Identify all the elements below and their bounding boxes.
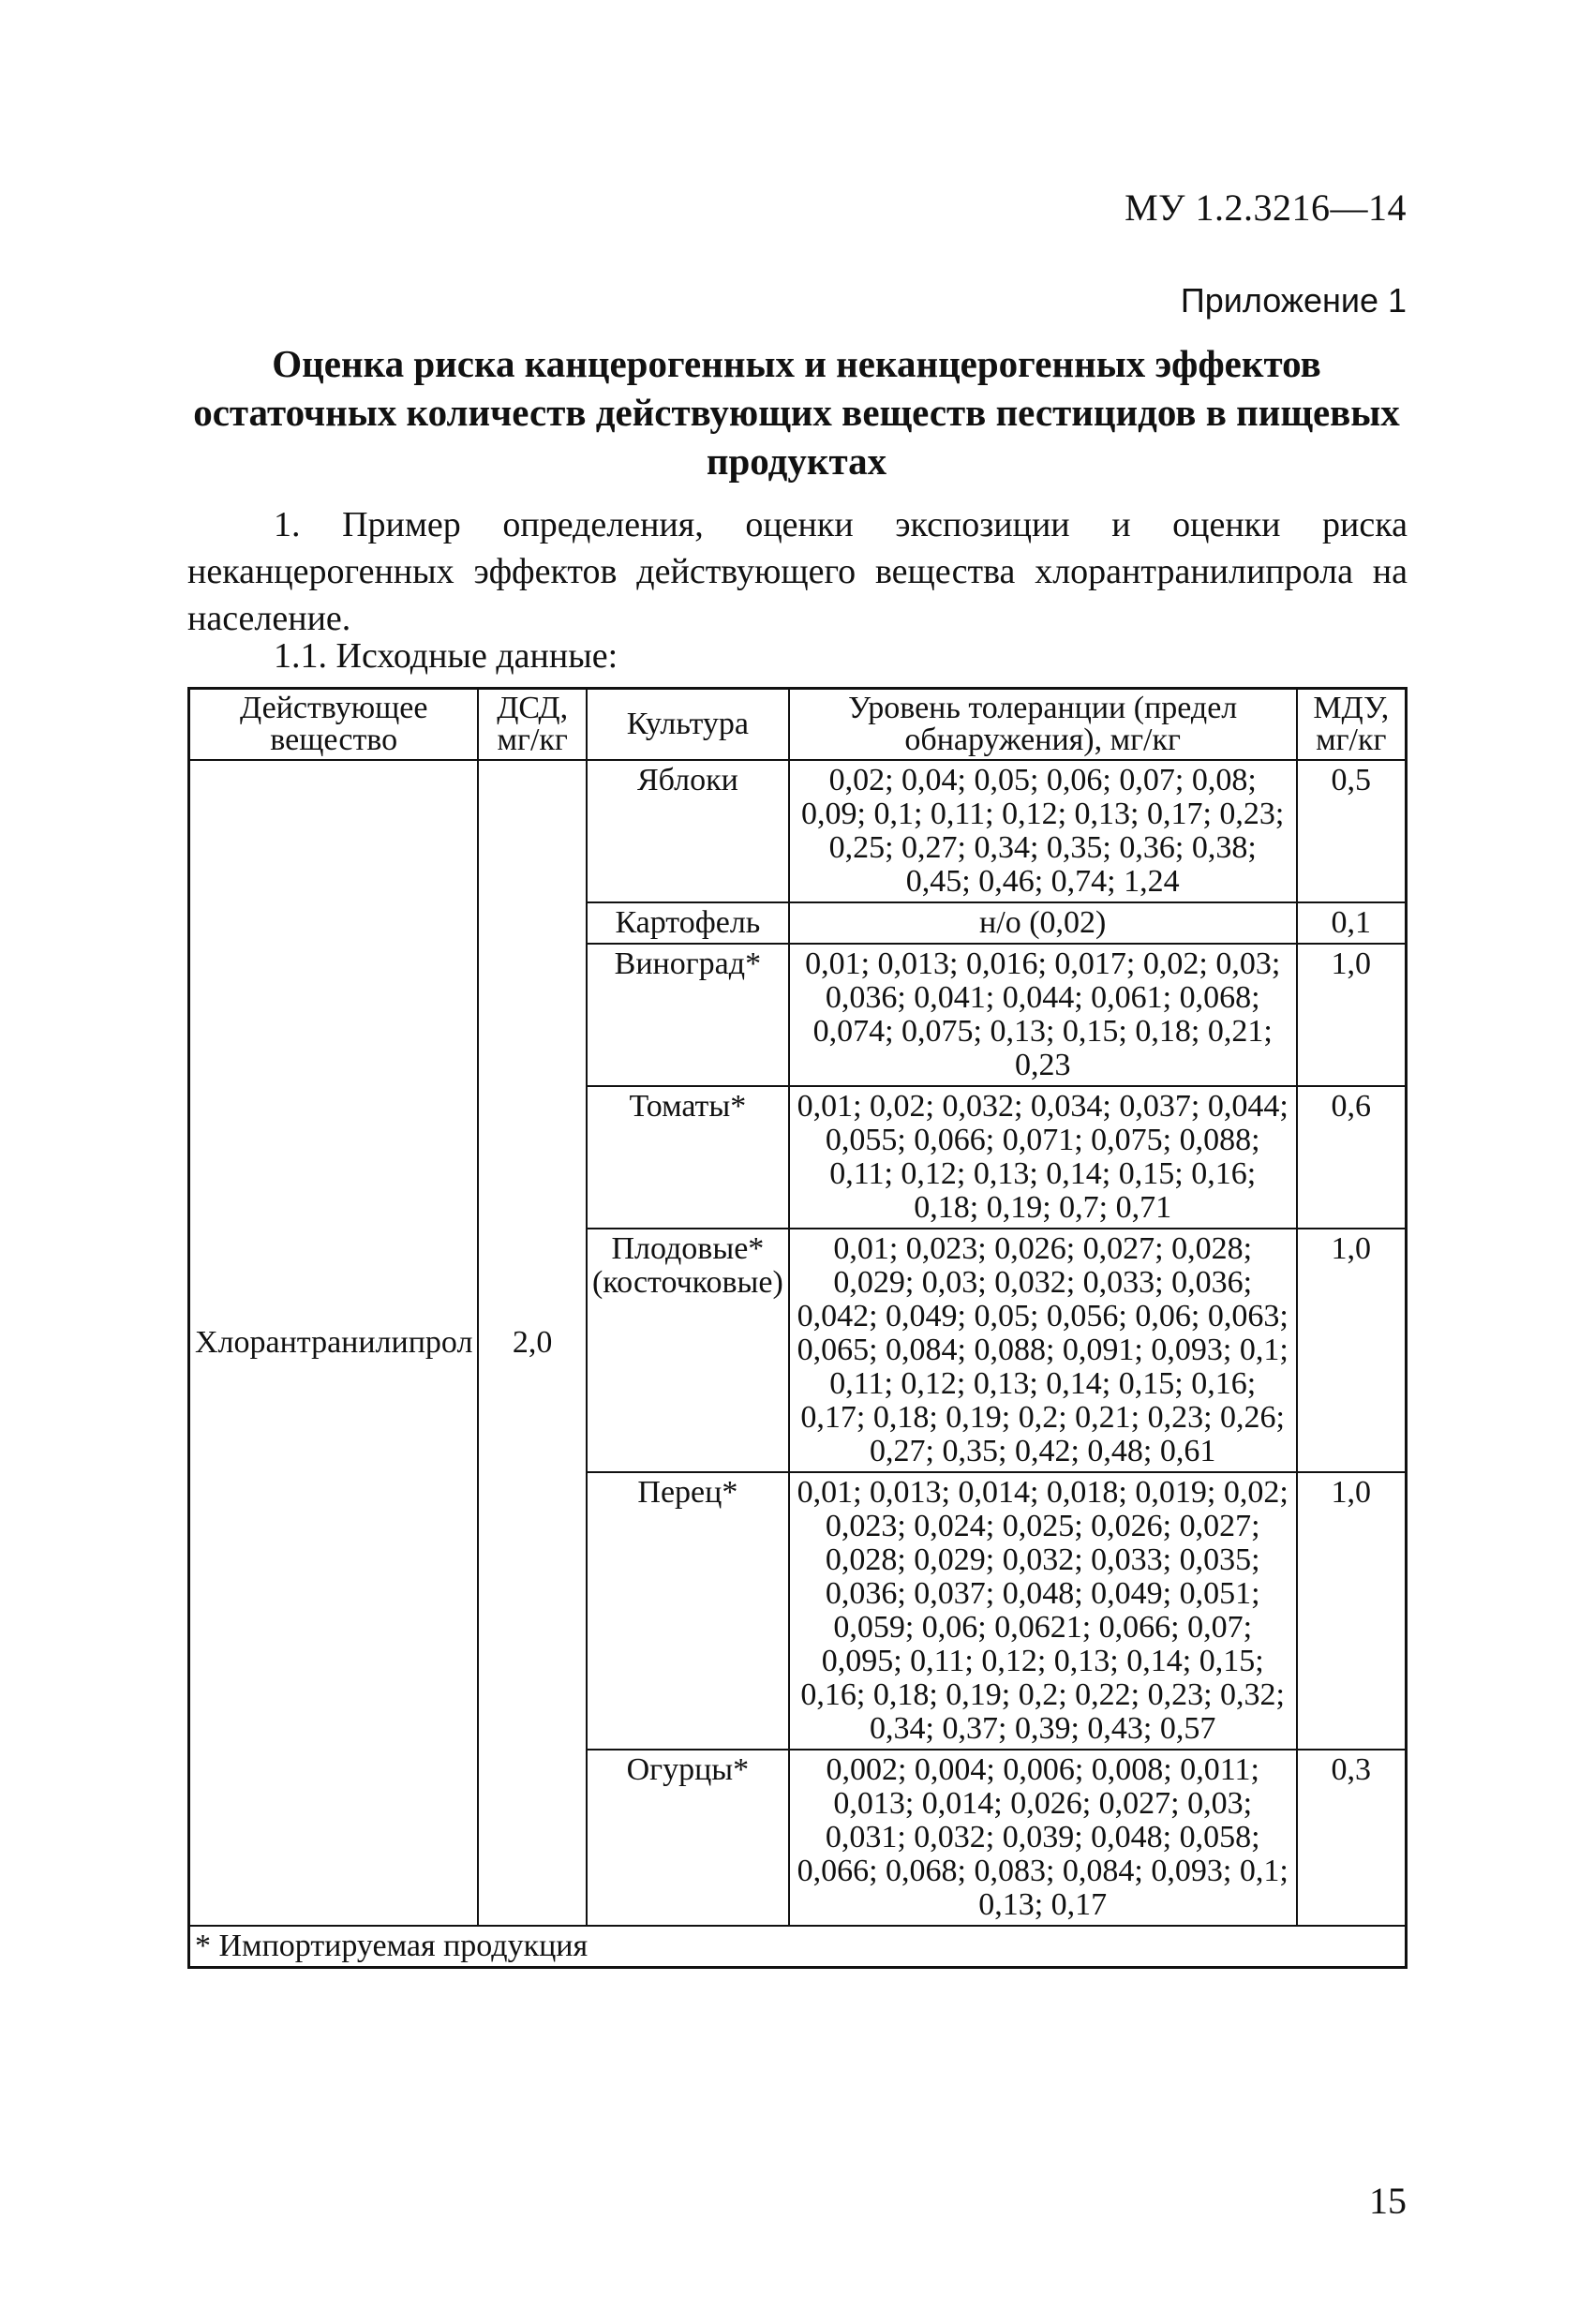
- header-crop: Культура: [587, 689, 789, 761]
- crop-cell: Томаты*: [587, 1086, 789, 1229]
- table-body: [189, 760, 1407, 1968]
- crop-cell: Виноград*: [587, 944, 789, 1086]
- level-cell: 0,01; 0,013; 0,014; 0,018; 0,019; 0,02; 0,023; 0,024; 0,025; 0,026; 0,027; 0,028; 0,029; 0,032; 0,033; 0,035; 0,036; 0,037; 0,048; 0,049; 0,051; 0,059; 0,06; 0,0621; 0,066; 0,07; 0,095; 0,11; 0,12; 0,13; 0,14; 0,15; 0,16; 0,18; 0,19; 0,2; 0,22; 0,23; 0,32; 0,34; 0,37; 0,39; 0,43; 0,57: [789, 1472, 1297, 1750]
- crop-cell: Плодовые* (косточковые): [587, 1229, 789, 1472]
- mrl-cell: 1,0: [1297, 944, 1407, 1086]
- mrl-cell: 0,6: [1297, 1086, 1407, 1229]
- crop-cell: Картофель: [587, 902, 789, 944]
- level-cell: 0,01; 0,02; 0,032; 0,034; 0,037; 0,044; 0,055; 0,066; 0,071; 0,075; 0,088; 0,11; 0,12; 0,13; 0,14; 0,15; 0,16; 0,18; 0,19; 0,7; 0,71: [789, 1086, 1297, 1229]
- footnote: * Импортируемая продукция: [189, 1926, 1407, 1968]
- level-cell: 0,01; 0,023; 0,026; 0,027; 0,028; 0,029; 0,03; 0,032; 0,033; 0,036; 0,042; 0,049; 0,05; 0,056; 0,06; 0,063; 0,065; 0,084; 0,088; 0,091; 0,093; 0,1; 0,11; 0,12; 0,13; 0,14; 0,15; 0,16; 0,17; 0,18; 0,19; 0,2; 0,21; 0,23; 0,26; 0,27; 0,35; 0,42; 0,48; 0,61: [789, 1229, 1297, 1472]
- subheading: 1.1. Исходные данные:: [274, 636, 618, 676]
- header-substance: Действующее вещество: [189, 689, 479, 761]
- header-mrl: МДУ, мг/кг: [1297, 689, 1407, 761]
- table-row: [189, 760, 1407, 902]
- substance-cell: Хлорантранилипрол: [189, 760, 479, 1926]
- document-code: МУ 1.2.3216—14: [1125, 186, 1407, 229]
- intro-paragraph: 1. Пример определения, оценки экспозиции и оценки риска неканцерогенных эффектов действующего вещества хлорантранилипрола на население.: [187, 505, 1408, 638]
- mrl-cell: 0,3: [1297, 1750, 1407, 1926]
- appendix-label: Приложение 1: [1180, 281, 1407, 320]
- mrl-cell: 0,5: [1297, 760, 1407, 902]
- section-title: Оценка риска канцерогенных и неканцерогенных эффектов остаточных количеств действующих веществ пестицидов в пищевых продуктах: [193, 342, 1400, 483]
- table-header-row: [189, 689, 1407, 761]
- crop-cell: Перец*: [587, 1472, 789, 1750]
- residue-table: [187, 687, 1408, 1969]
- level-cell: 0,02; 0,04; 0,05; 0,06; 0,07; 0,08; 0,09; 0,1; 0,11; 0,12; 0,13; 0,17; 0,23; 0,25; 0,27; 0,34; 0,35; 0,36; 0,38; 0,45; 0,46; 0,74; 1,24: [789, 760, 1297, 902]
- mrl-cell: 1,0: [1297, 1229, 1407, 1472]
- level-cell: н/о (0,02): [789, 902, 1297, 944]
- level-cell: 0,01; 0,013; 0,016; 0,017; 0,02; 0,03; 0,036; 0,041; 0,044; 0,061; 0,068; 0,074; 0,075; 0,13; 0,15; 0,18; 0,21; 0,23: [789, 944, 1297, 1086]
- level-cell: 0,002; 0,004; 0,006; 0,008; 0,011; 0,013; 0,014; 0,026; 0,027; 0,03; 0,031; 0,032; 0,039; 0,048; 0,058; 0,066; 0,068; 0,083; 0,084; 0,093; 0,1; 0,13; 0,17: [789, 1750, 1297, 1926]
- mrl-cell: 0,1: [1297, 902, 1407, 944]
- crop-cell: Яблоки: [587, 760, 789, 902]
- header-dsd: ДСД, мг/кг: [478, 689, 586, 761]
- footnote-row: [189, 1926, 1407, 1968]
- mrl-cell: 1,0: [1297, 1472, 1407, 1750]
- dsd-cell: 2,0: [478, 760, 586, 1926]
- page-number: 15: [1369, 2180, 1407, 2222]
- header-level: Уровень толеранции (предел обнаружения), мг/кг: [789, 689, 1297, 761]
- crop-cell: Огурцы*: [587, 1750, 789, 1926]
